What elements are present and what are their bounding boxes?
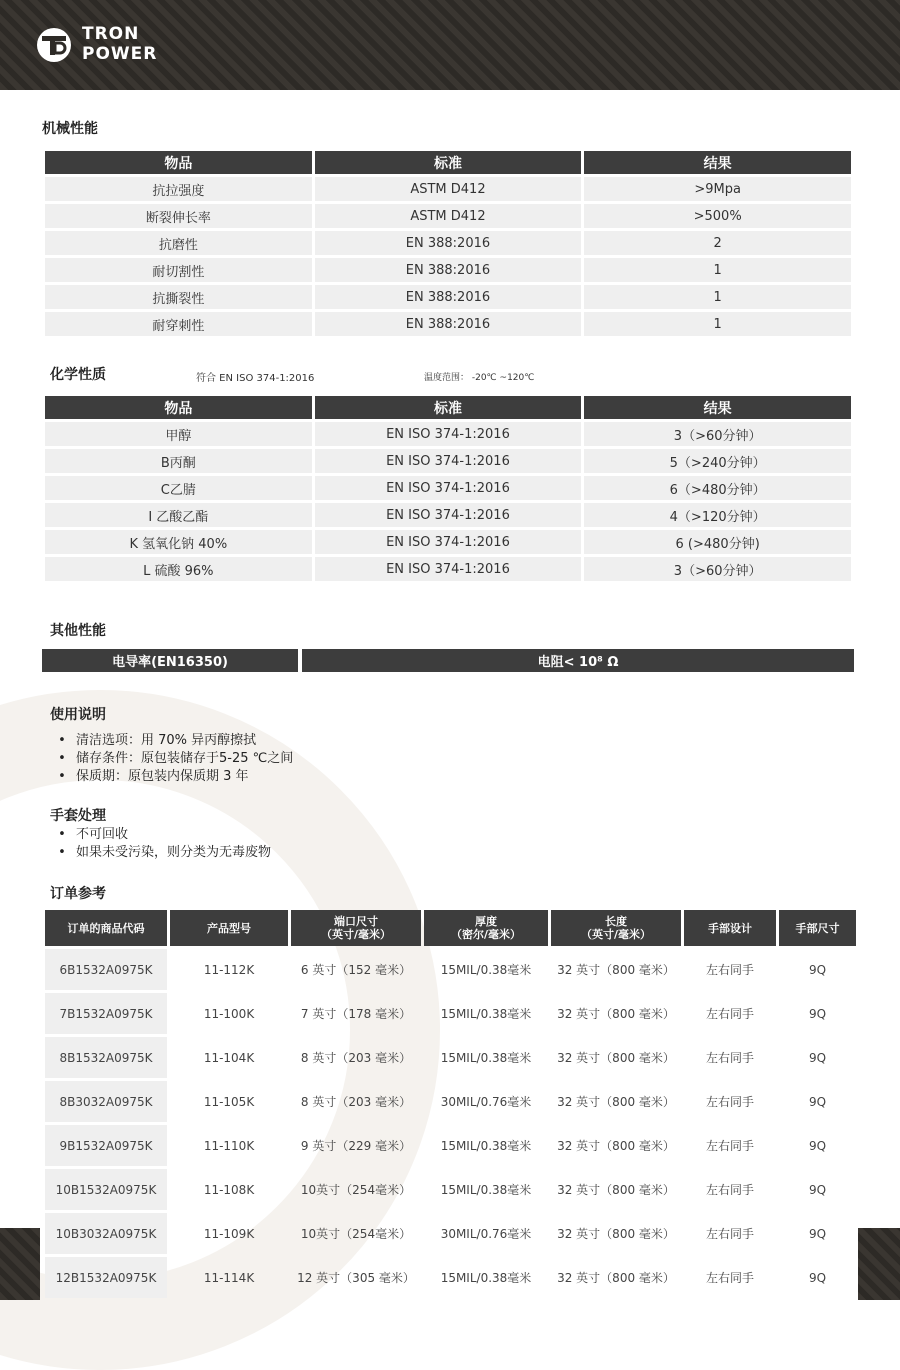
column-header: 标准 [315,151,582,174]
table-header-row [45,910,856,946]
table-cell: 左右同手 [705,1226,754,1241]
usage-list [54,732,293,786]
table-cell: 5（>240分钟） [584,449,851,473]
table-cell: 8B3032A0975K [45,1081,167,1122]
table-cell: >9Mpa [584,177,851,201]
table-row [45,204,851,228]
table-cell: 8 英寸（203 毫米） [300,1094,412,1109]
table-cell: 15MIL/0.38毫米 [440,1006,532,1021]
table-cell: K 氢氧化钠 40% [45,530,312,554]
table-cell: 11-110K [203,1138,255,1153]
table-cell: 32 英寸（800 毫米） [557,1226,675,1241]
table-cell: 15MIL/0.38毫米 [440,1270,532,1285]
table-row [45,231,851,255]
mechanical-table [42,148,854,339]
table-row [45,1213,856,1254]
table-cell: 9 英寸（229 毫米） [300,1138,412,1153]
table-row [45,949,856,990]
table-cell: 32 英寸（800 毫米） [557,1006,675,1021]
conductivity-value: 电阻< 10⁸ Ω [302,649,854,672]
table-cell: 12 英寸（305 毫米） [297,1270,415,1285]
table-cell: 32 英寸（800 毫米） [557,1050,675,1065]
column-header: 物品 [45,396,312,419]
list-item: • 储存条件：原包装储存于5-25 ℃之间 [54,750,293,768]
table-row [45,312,851,336]
table-row [45,285,851,309]
table-header-row [45,151,851,174]
table-cell: 15MIL/0.38毫米 [440,1050,532,1065]
table-cell: 32 英寸（800 毫米） [557,1094,675,1109]
list-item: • 不可回收 [54,826,271,844]
table-row [45,503,851,527]
table-row [45,1169,856,1210]
table-cell: 左右同手 [705,1094,754,1109]
mechanical-title: 机械性能 [42,121,98,137]
handling-title: 手套处理 [50,808,106,824]
chemical-table [42,393,854,584]
table-cell: 9Q [808,1006,827,1021]
table-cell: ASTM D412 [315,204,582,228]
table-row [45,993,856,1034]
table-cell: 抗磨性 [45,231,312,255]
table-cell: EN ISO 374-1:2016 [315,557,582,581]
column-header: 端口尺寸 （英寸/毫米） [291,910,421,946]
table-row [45,258,851,282]
list-item: • 如果未受污染，则分类为无毒废物 [54,844,271,862]
table-cell: 抗撕裂性 [45,285,312,309]
brand-line-1: TRON [82,24,140,44]
table-cell: 3（>60分钟） [584,557,851,581]
table-cell: ASTM D412 [315,177,582,201]
table-cell: 9Q [808,1270,827,1285]
table-row [45,1037,856,1078]
column-header: 标准 [315,396,582,419]
table-cell: 9Q [808,1094,827,1109]
table-cell: 7B1532A0975K [45,993,167,1034]
table-row [45,1081,856,1122]
tron-power-logo-icon [36,27,72,63]
table-cell: 11-104K [203,1050,255,1065]
table-cell: 2 [584,231,851,255]
table-row [45,422,851,446]
table-cell: 甲醇 [45,422,312,446]
table-cell: 7 英寸（178 毫米） [300,1006,412,1021]
table-cell: 8 英寸（203 毫米） [300,1050,412,1065]
conductivity-label: 电导率(EN16350) [42,649,298,672]
column-header: 产品型号 [170,910,288,946]
table-cell: 32 英寸（800 毫米） [557,962,675,977]
table-cell: 6（>480分钟） [584,476,851,500]
table-cell: 耐切割性 [45,258,312,282]
table-cell: 6 英寸（152 毫米） [300,962,412,977]
column-header: 结果 [584,151,851,174]
table-cell: 11-112K [203,962,255,977]
table-cell: EN 388:2016 [315,231,582,255]
usage-title: 使用说明 [50,707,106,723]
column-header: 手部尺寸 [779,910,856,946]
table-cell: 32 英寸（800 毫米） [557,1138,675,1153]
table-cell: 耐穿刺性 [45,312,312,336]
table-cell: I 乙酸乙酯 [45,503,312,527]
table-cell: 9Q [808,1050,827,1065]
table-cell: 1 [584,312,851,336]
brand-name [82,24,157,64]
table-row [45,557,851,581]
order-title: 订单参考 [50,886,106,902]
table-row [45,449,851,473]
chemical-standard-note: 符合 EN ISO 374-1:2016 [196,373,315,384]
table-cell: 11-114K [203,1270,255,1285]
table-cell: >500% [584,204,851,228]
table-cell: 左右同手 [705,1270,754,1285]
table-cell: 10B1532A0975K [45,1169,167,1210]
table-cell: L 硫酸 96% [45,557,312,581]
list-item: • 清洁选项：用 70% 异丙醇擦拭 [54,732,293,750]
table-cell: 9Q [808,962,827,977]
table-cell: 30MIL/0.76毫米 [440,1226,532,1241]
table-cell: 9Q [808,1226,827,1241]
table-cell: C乙腈 [45,476,312,500]
chemical-title: 化学性质 [50,367,106,383]
table-cell: EN ISO 374-1:2016 [315,449,582,473]
column-header: 订单的商品代码 [45,910,167,946]
table-cell: 15MIL/0.38毫米 [440,1182,532,1197]
table-cell: 6B1532A0975K [45,949,167,990]
table-cell: 断裂伸长率 [45,204,312,228]
table-cell: 左右同手 [705,1182,754,1197]
table-row [45,530,851,554]
table-cell: 6 (>480分钟) [584,530,851,554]
table-cell: 9Q [808,1182,827,1197]
table-cell: 11-100K [203,1006,255,1021]
table-cell: EN 388:2016 [315,312,582,336]
table-cell: EN ISO 374-1:2016 [315,503,582,527]
table-cell: 15MIL/0.38毫米 [440,962,532,977]
table-cell: EN ISO 374-1:2016 [315,422,582,446]
table-cell: 10英寸（254毫米） [300,1182,412,1197]
table-row [45,177,851,201]
table-cell: 左右同手 [705,962,754,977]
brand-line-2: POWER [82,44,158,64]
table-cell: 10英寸（254毫米） [300,1226,412,1241]
table-cell: EN 388:2016 [315,285,582,309]
table-cell: 11-109K [203,1226,255,1241]
column-header: 厚度 （密尔/毫米） [424,910,548,946]
order-table [42,907,859,1301]
table-cell: EN ISO 374-1:2016 [315,476,582,500]
column-header: 手部设计 [684,910,776,946]
column-header: 长度 （英寸/毫米） [551,910,681,946]
table-cell: 15MIL/0.38毫米 [440,1138,532,1153]
handling-list [54,826,271,862]
column-header: 物品 [45,151,312,174]
table-cell: 11-105K [203,1094,255,1109]
page-header [0,0,900,90]
table-row [45,476,851,500]
table-cell: 12B1532A0975K [45,1257,167,1298]
footer-strip-right [858,1228,900,1300]
table-cell: B丙酮 [45,449,312,473]
temperature-range-note: 温度范围： -20℃ ~120℃ [424,373,535,383]
table-row [45,1257,856,1298]
table-cell: 8B1532A0975K [45,1037,167,1078]
table-cell: 左右同手 [705,1050,754,1065]
column-header: 结果 [584,396,851,419]
table-row [45,1125,856,1166]
list-item: • 保质期：原包装内保质期 3 年 [54,768,293,786]
table-cell: 1 [584,258,851,282]
table-cell: 10B3032A0975K [45,1213,167,1254]
footer-strip-left [0,1228,40,1300]
table-header-row [45,396,851,419]
table-cell: 32 英寸（800 毫米） [557,1270,675,1285]
table-cell: 9Q [808,1138,827,1153]
table-cell: EN ISO 374-1:2016 [315,530,582,554]
other-properties-title: 其他性能 [50,623,106,639]
table-cell: 4（>120分钟） [584,503,851,527]
table-cell: 9B1532A0975K [45,1125,167,1166]
table-cell: 左右同手 [705,1006,754,1021]
table-cell: EN 388:2016 [315,258,582,282]
table-cell: 1 [584,285,851,309]
table-cell: 左右同手 [705,1138,754,1153]
table-cell: 11-108K [203,1182,255,1197]
table-cell: 抗拉强度 [45,177,312,201]
table-cell: 32 英寸（800 毫米） [557,1182,675,1197]
table-cell: 30MIL/0.76毫米 [440,1094,532,1109]
table-cell: 3（>60分钟） [584,422,851,446]
